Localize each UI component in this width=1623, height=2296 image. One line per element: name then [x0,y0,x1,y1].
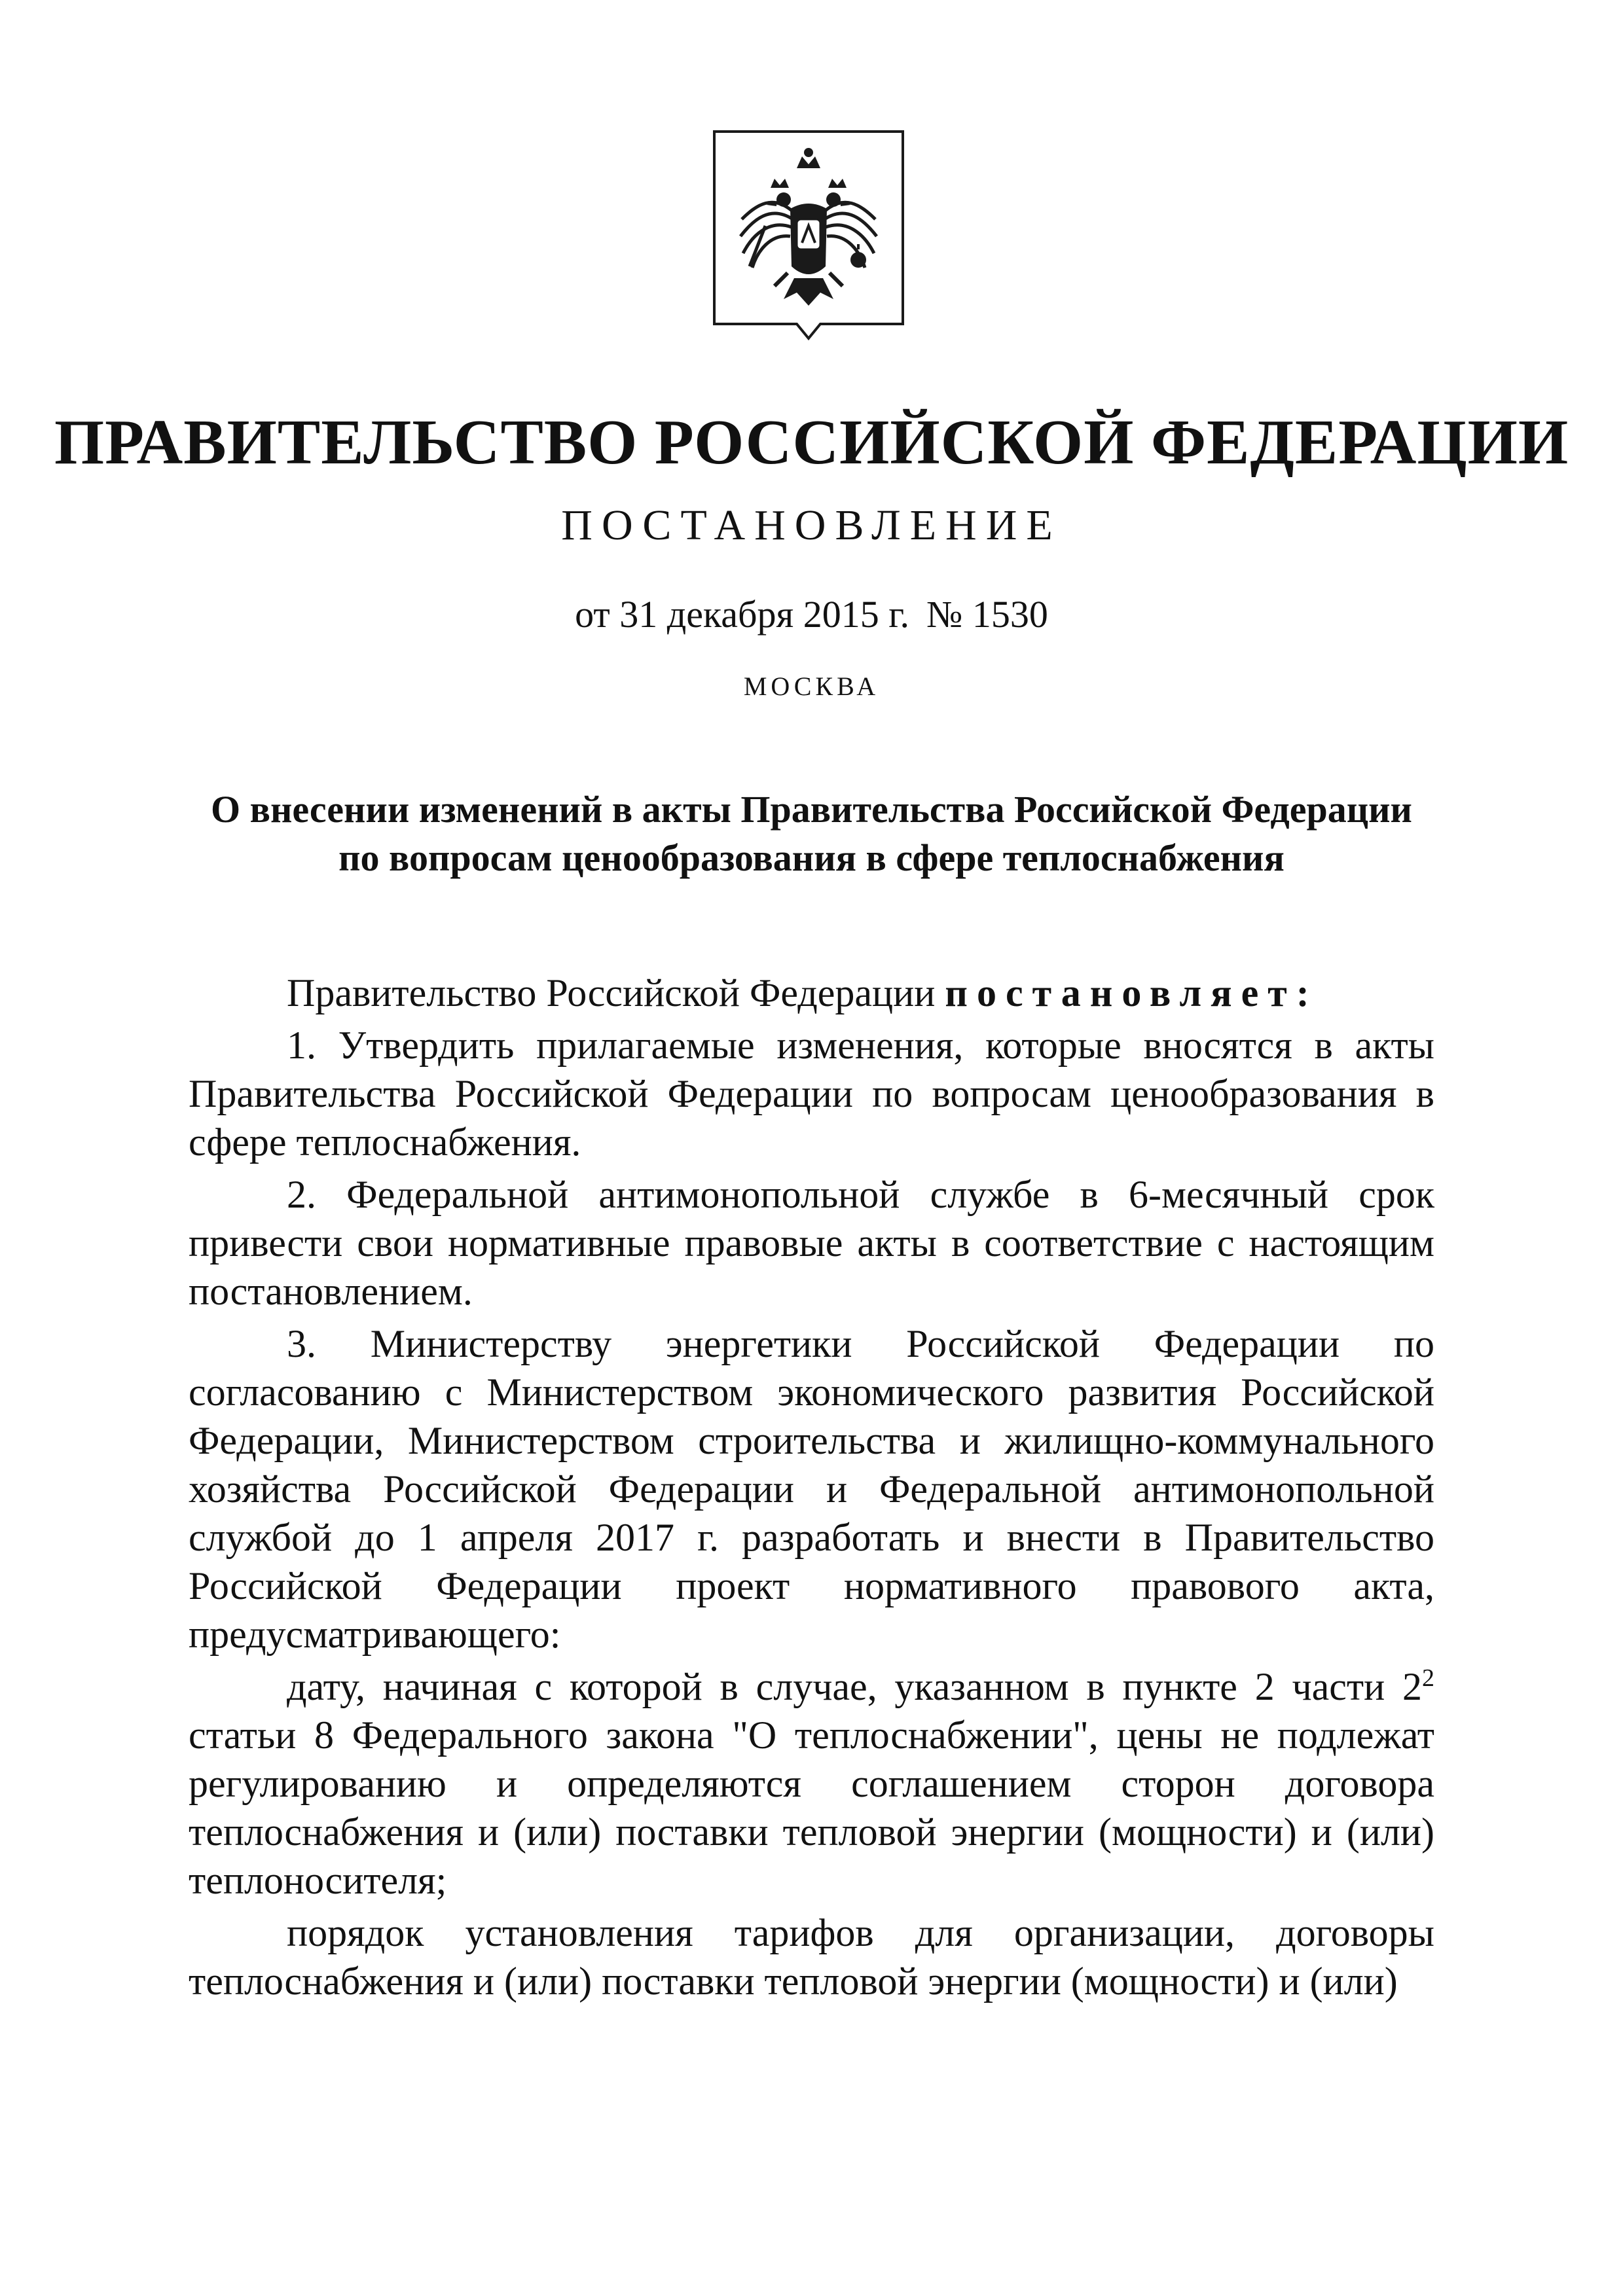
paragraph-4-part-2: статьи 8 Федерального закона "О теплоснабжении", цены не подлежат регулированию и определяются соглашением сторон договора теплоснабжения и (или) поставки тепловой энергии (мощности) и (или) теплоносителя; [189,1713,1434,1902]
subject-line-2: по вопросам ценообразования в сфере теплоснабжения [338,836,1285,879]
paragraph-5: порядок установления тарифов для организации, договоры теплоснабжения и (или) поставки тепловой энергии (мощности) и (или) [189,1911,1434,2003]
document-number: 1530 [972,593,1048,636]
document-subject [0,785,1623,882]
date-number-line [0,592,1623,636]
document-type: ПОСТАНОВЛЕНИЕ [561,501,1062,549]
government-title: ПРАВИТЕЛЬСТВО РОССИЙСКОЙ ФЕДЕРАЦИИ [54,407,1569,478]
paragraph-4 [189,1662,1434,1905]
intro-verb: постановляет: [945,971,1319,1014]
paragraph-1: 1. Утвердить прилагаемые изменения, которые вносятся в акты Правительства Российской Федерации по вопросам ценообразования в сфере теплоснабжения. [189,1024,1434,1164]
paragraph-3: 3. Министерству энергетики Российской Федерации по согласованию с Министерством экономического развития Российской Федерации, Министерством строительства и жилищно-коммунального хозяйства Российской Федерации и Федеральной антимонопольной службой до 1 апреля 2017 г. разработать и внести в Правительство Российской Федерации проект нормативного правового акта, предусматривающего: [189,1322,1434,1656]
paragraph-2: 2. Федеральной антимонопольной службе в 6-месячный срок привести свои нормативные правовые акты в соответствие с настоящим постановлением. [189,1173,1434,1313]
intro-lead: Правительство Российской Федерации [287,971,936,1014]
paragraph-4-part-1: дату, начиная с которой в случае, указанном в пункте 2 части 2 [287,1665,1422,1708]
document-body [189,969,1434,2005]
subject-line-1: О внесении изменений в акты Правительства Российской Федерации [211,788,1412,831]
superscript: 2 [1422,1664,1434,1692]
coat-of-arms-icon [710,128,907,363]
number-sign: № [926,593,963,636]
document-date: от 31 декабря 2015 г. [575,593,909,636]
city: МОСКВА [743,672,880,701]
intro-paragraph [189,969,1434,1017]
